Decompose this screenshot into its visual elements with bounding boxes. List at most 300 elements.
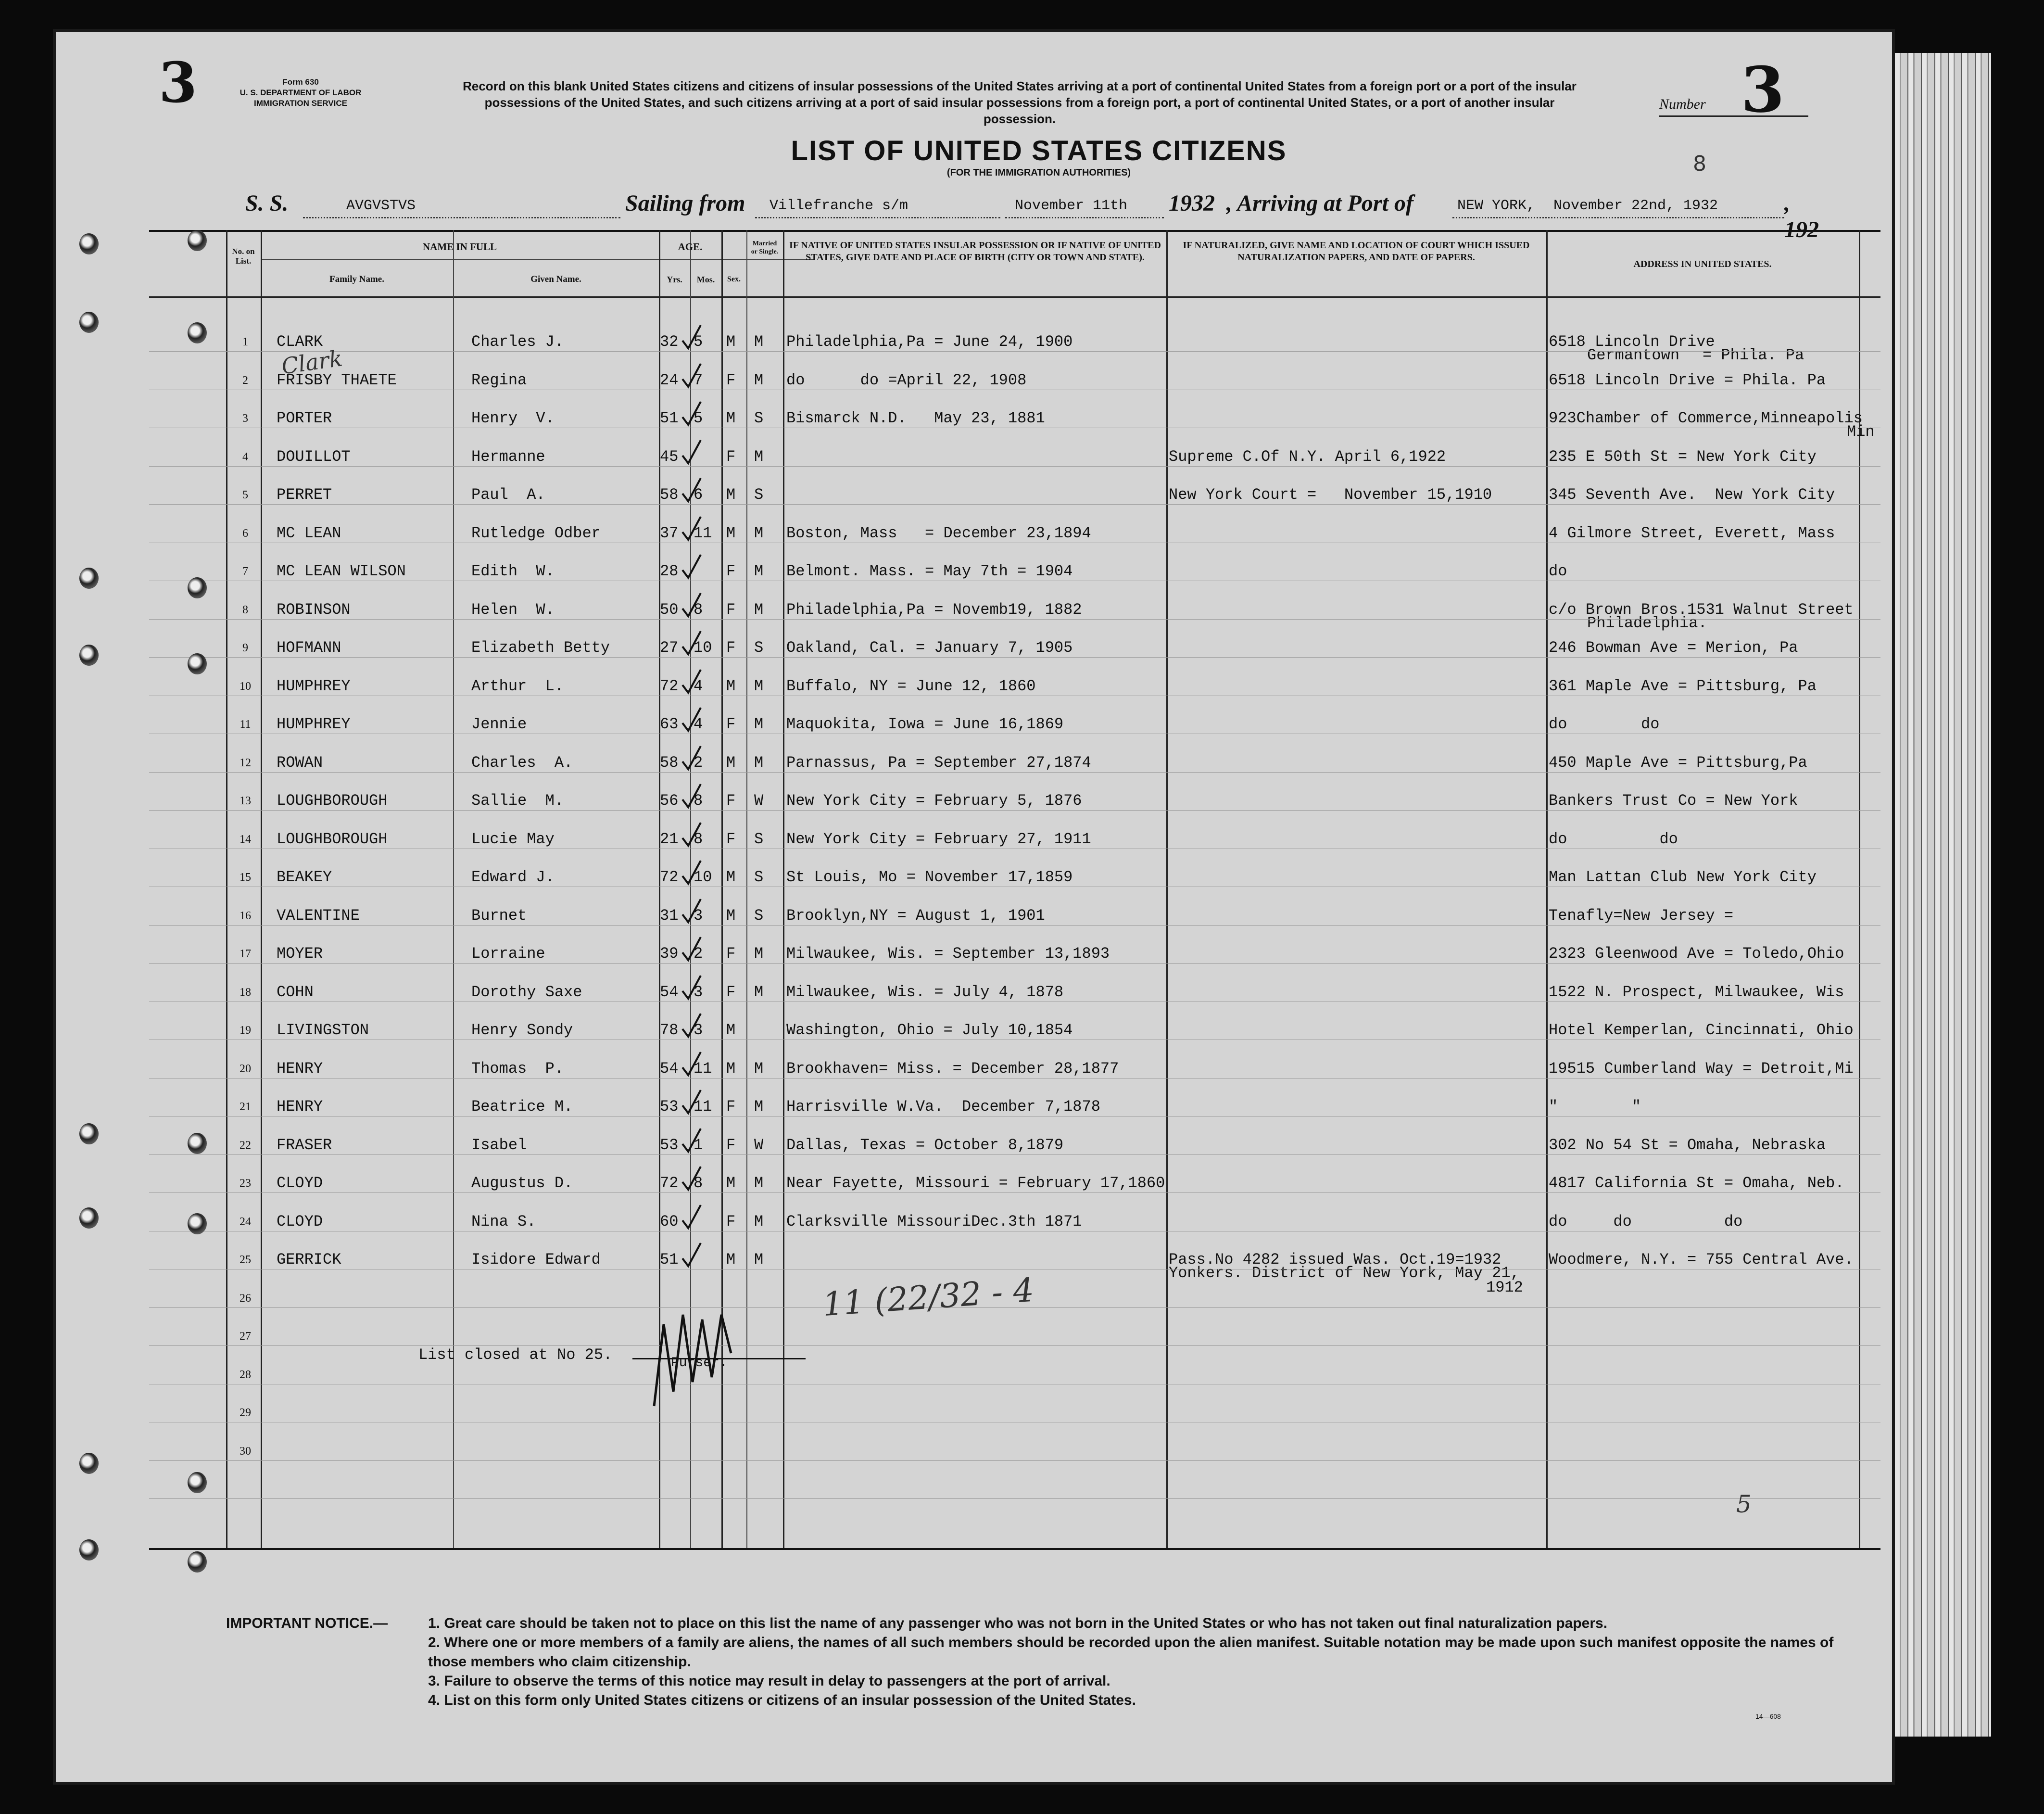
row-number: 1	[242, 336, 248, 348]
table-top-rule	[149, 230, 1880, 232]
header-yrs: Yrs.	[667, 275, 682, 284]
cell-addr: " "	[1549, 1098, 1641, 1116]
department-name: U. S. DEPARTMENT OF LABOR	[240, 88, 362, 97]
row-number: 20	[240, 1062, 251, 1075]
arriving-label: , Arriving at Port of	[1226, 190, 1413, 216]
row-number: 5	[242, 489, 248, 501]
cell-yrs: 28	[660, 562, 679, 580]
cell-ms: M	[754, 447, 764, 466]
form-number: Form 630	[282, 77, 319, 87]
cell-given: Hermanne	[471, 447, 545, 466]
cell-yrs: 21	[660, 830, 679, 848]
cell-birth: Parnassus, Pa = September 27,1874	[786, 753, 1091, 772]
cell-sex: M	[726, 333, 736, 351]
cell-sex: F	[726, 1136, 736, 1154]
table-bottom-rule	[149, 1548, 1880, 1550]
cell-addr: 235 E 50th St = New York City	[1549, 447, 1817, 466]
cell-ms: W	[754, 792, 764, 810]
cell-yrs: 53	[660, 1136, 679, 1154]
row-rule	[149, 504, 1880, 505]
cell-birth: New York City = February 5, 1876	[786, 792, 1082, 810]
row-rule	[149, 1460, 1880, 1461]
cell-addr: do do	[1549, 830, 1678, 848]
cell-mos: 2	[694, 753, 703, 772]
cell-mos: 11	[694, 524, 712, 542]
cell-ms: S	[754, 868, 764, 886]
cell-yrs: 51	[660, 1251, 679, 1269]
row-number: 12	[240, 756, 251, 769]
cell-birth: Harrisville W.Va. December 7,1878	[786, 1098, 1100, 1116]
cell-sex: F	[726, 1212, 736, 1230]
cell-yrs: 58	[660, 753, 679, 772]
check-mark	[681, 896, 703, 925]
row-rule	[149, 963, 1880, 964]
cell-given: Edward J.	[471, 868, 555, 886]
cell-given: Arthur L.	[471, 677, 564, 695]
cell-birth: Philadelphia,Pa = June 24, 1900	[786, 333, 1073, 351]
cell-ms: M	[754, 562, 764, 580]
cell-mos: 6	[694, 486, 703, 504]
cell-birth: Buffalo, NY = June 12, 1860	[786, 677, 1036, 695]
cell-family: MC LEAN	[277, 524, 341, 542]
cell-family: CLOYD	[277, 1174, 323, 1192]
cell-given: Elizabeth Betty	[471, 639, 610, 657]
check-mark	[681, 361, 703, 390]
cell-addr: 246 Bowman Ave = Merion, Pa	[1549, 639, 1798, 657]
cell-birth: Dallas, Texas = October 8,1879	[786, 1136, 1064, 1154]
cell-addr: 4817 California St = Omaha, Neb.	[1549, 1174, 1844, 1192]
sailing-year: 1932	[1169, 190, 1215, 216]
cell-birth: Clarksville MissouriDec.3th 1871	[786, 1212, 1082, 1230]
cell-given: Thomas P.	[471, 1059, 564, 1078]
cell-addr: Man Lattan Club New York City	[1549, 868, 1817, 886]
cell-birth: Brooklyn,NY = August 1, 1901	[786, 906, 1045, 925]
ship-name-rule	[303, 217, 620, 218]
cell-nat3: 1912	[1486, 1279, 1523, 1296]
notice-item: 2. Where one or more members of a family are aliens, the names of all such members should be recorded upon the alien manifest. Suitable notation may be made upon such manifest opposite the names of those members who claim citizenship.	[428, 1635, 1834, 1670]
punch-hole	[188, 1213, 207, 1234]
punch-hole	[188, 1472, 207, 1493]
cell-birth: New York City = February 27, 1911	[786, 830, 1091, 848]
row-number: 4	[242, 450, 248, 463]
cell-yrs: 32	[660, 333, 679, 351]
cell-yrs: 31	[660, 906, 679, 925]
header-address: ADDRESS IN UNITED STATES.	[1633, 259, 1772, 269]
cell-mos: 8	[694, 792, 703, 810]
cell-given: Isidore Edward	[471, 1251, 601, 1269]
sailing-date: November 11th	[1015, 198, 1128, 214]
check-mark	[681, 628, 703, 657]
year-suffix: , 192	[1784, 190, 1819, 242]
cell-ms: M	[754, 371, 764, 389]
cell-yrs: 72	[660, 1174, 679, 1192]
handwritten-five: 5	[1736, 1490, 1752, 1518]
cell-family: MOYER	[277, 945, 323, 963]
cell-yrs: 60	[660, 1212, 679, 1230]
header-age: AGE.	[678, 241, 703, 253]
row-number: 19	[240, 1024, 251, 1037]
cell-yrs: 45	[660, 447, 679, 466]
cell-yrs: 24	[660, 371, 679, 389]
cell-given: Charles J.	[471, 333, 564, 351]
cell-mos: 2	[694, 945, 703, 963]
cell-given: Paul A.	[471, 486, 545, 504]
cell-family: HUMPHREY	[277, 715, 351, 733]
row-number: 28	[240, 1368, 251, 1381]
header-name-in-full: NAME IN FULL	[422, 241, 497, 253]
row-number: 2	[242, 374, 248, 387]
cell-yrs: 54	[660, 1059, 679, 1078]
punch-hole	[79, 1453, 99, 1474]
cell-sex: F	[726, 447, 736, 466]
cell-addr: 450 Maple Ave = Pittsburg,Pa	[1549, 753, 1807, 772]
cell-sex: M	[726, 1251, 736, 1269]
cell-addr: 302 No 54 St = Omaha, Nebraska	[1549, 1136, 1826, 1154]
cell-mos: 10	[694, 639, 712, 657]
cell-addr: 6518 Lincoln Drive	[1549, 333, 1715, 351]
cell-given: Rutledge Odber	[471, 524, 601, 542]
cell-addr: do	[1549, 562, 1567, 580]
row-number: 18	[240, 986, 251, 999]
row-rule	[149, 1192, 1880, 1193]
cell-addr: do do do	[1549, 1212, 1743, 1230]
cell-mos: 3	[694, 906, 703, 925]
row-rule	[149, 619, 1880, 620]
sailing-port: Villefranche s/m	[770, 198, 908, 214]
cell-family: DOUILLOT	[277, 447, 351, 466]
cell-ms: M	[754, 1251, 764, 1269]
cell-birth: Boston, Mass = December 23,1894	[786, 524, 1091, 542]
age-header-rule	[659, 259, 746, 260]
cell-sex: F	[726, 371, 736, 389]
cell-ms: M	[754, 524, 764, 542]
cell-ms: M	[754, 753, 764, 772]
cell-mos: 8	[694, 600, 703, 619]
cell-yrs: 58	[660, 486, 679, 504]
row-number: 17	[240, 948, 251, 960]
cell-family: GERRICK	[277, 1251, 341, 1269]
cell-family: LIVINGSTON	[277, 1021, 369, 1039]
check-mark	[681, 1126, 703, 1154]
cell-addr: 1522 N. Prospect, Milwaukee, Wis	[1549, 983, 1844, 1001]
cell-given: Lucie May	[471, 830, 555, 848]
check-mark	[681, 1049, 703, 1078]
cell-addr2: Germantown	[1587, 346, 1680, 364]
row-number: 3	[242, 412, 248, 425]
cell-ms: S	[754, 409, 764, 427]
header-naturalized: IF NATURALIZED, GIVE NAME AND LOCATION OF COURT WHICH ISSUED NATURALIZATION PAPERS, AND DATE OF PAPERS.	[1183, 240, 1530, 263]
cell-mos: 5	[694, 409, 703, 427]
row-number: 23	[240, 1177, 251, 1190]
check-mark	[681, 1164, 703, 1192]
row-number: 10	[240, 680, 251, 693]
row-rule	[149, 351, 1880, 352]
cell-given: Edith W.	[471, 562, 555, 580]
check-mark	[681, 437, 703, 466]
cell-sex: F	[726, 715, 736, 733]
notice-heading: IMPORTANT NOTICE.—	[226, 1615, 388, 1631]
row-rule	[149, 772, 1880, 773]
cell-yrs: 72	[660, 868, 679, 886]
cell-sex: M	[726, 1021, 736, 1039]
cell-sex: F	[726, 600, 736, 619]
cell-family: CLARK	[277, 333, 323, 351]
cell-family: VALENTINE	[277, 906, 360, 925]
cell-sex: M	[726, 1059, 736, 1078]
cell-mos: 8	[694, 1174, 703, 1192]
cell-ms: M	[754, 600, 764, 619]
cell-sex: M	[726, 753, 736, 772]
row-number: 15	[240, 871, 251, 884]
cell-given: Lorraine	[471, 945, 545, 963]
cell-sex: M	[726, 409, 736, 427]
check-mark	[681, 705, 703, 734]
punch-hole	[79, 1207, 99, 1229]
cell-sex: M	[726, 906, 736, 925]
check-mark	[681, 590, 703, 619]
header-married-single: Married or Single.	[751, 240, 779, 255]
notice-item: 4. List on this form only United States citizens or citizens of an insular possession of the United States.	[428, 1692, 1136, 1708]
header-bottom-rule	[149, 296, 1880, 298]
cell-yrs: 78	[660, 1021, 679, 1039]
cell-yrs: 72	[660, 677, 679, 695]
row-rule	[149, 1498, 1880, 1499]
handwritten-clark: Clark	[279, 345, 344, 380]
check-mark	[681, 934, 703, 963]
cell-ms: W	[754, 1136, 764, 1154]
cell-given: Nina S.	[471, 1212, 536, 1230]
cell-birth: Philadelphia,Pa = Novemb19, 1882	[786, 600, 1082, 619]
cell-mos: 10	[694, 868, 712, 886]
cell-ms: M	[754, 1212, 764, 1230]
cell-ms: M	[754, 945, 764, 963]
cell-given: Henry V.	[471, 409, 555, 427]
cell-yrs: 63	[660, 715, 679, 733]
cell-mos: 1	[694, 1136, 703, 1154]
cell-birth: Near Fayette, Missouri = February 17,1860	[786, 1174, 1165, 1192]
row-rule	[149, 1154, 1880, 1155]
number-label: Number	[1659, 96, 1706, 112]
cell-ms: S	[754, 486, 764, 504]
cell-given: Jennie	[471, 715, 527, 733]
arrival-port: NEW YORK,	[1457, 198, 1536, 214]
row-number: 24	[240, 1215, 251, 1228]
cell-sex: M	[726, 1174, 736, 1192]
cell-sex: F	[726, 983, 736, 1001]
punch-hole	[79, 312, 99, 333]
punch-hole	[188, 1551, 207, 1573]
cell-addr: 923Chamber of Commerce,Minneapolis	[1549, 409, 1863, 427]
cell-addr: 345 Seventh Ave. New York City	[1549, 486, 1835, 504]
page-edge-stack	[1895, 53, 1991, 1737]
cell-given: Regina	[471, 371, 527, 389]
punch-hole	[79, 1123, 99, 1144]
cell-addr3: = Phila. Pa	[1703, 346, 1804, 364]
cell-birth: Bismarck N.D. May 23, 1881	[786, 409, 1045, 427]
cell-birth: Oakland, Cal. = January 7, 1905	[786, 639, 1073, 657]
list-closed-text: List closed at No 25.	[418, 1346, 613, 1364]
header-given-name: Given Name.	[530, 274, 581, 284]
row-number: 30	[240, 1445, 251, 1458]
cell-ms: M	[754, 1098, 764, 1116]
cell-mos: 11	[694, 1059, 712, 1078]
row-rule	[149, 810, 1880, 811]
row-number: 16	[240, 909, 251, 922]
punch-hole	[188, 230, 207, 251]
cell-nat: Pass.No 4282 issued Was. Oct.19=1932	[1169, 1251, 1501, 1269]
check-mark	[681, 743, 703, 772]
cell-ms: S	[754, 639, 764, 657]
cell-addr: Woodmere, N.Y. = 755 Central Ave.	[1549, 1251, 1854, 1269]
cell-addr: c/o Brown Bros.1531 Walnut Street	[1549, 600, 1854, 619]
ship-details	[245, 190, 1823, 242]
notice-item: 3. Failure to observe the terms of this notice may result in delay to passengers at the port of arrival.	[428, 1673, 1110, 1689]
cell-addr: 2323 Gleenwood Ave = Toledo,Ohio	[1549, 945, 1844, 963]
row-number: 21	[240, 1101, 251, 1113]
form-info	[226, 77, 375, 109]
cell-sex: M	[726, 486, 736, 504]
page-subtitle: (FOR THE IMMIGRATION AUTHORITIES)	[946, 167, 1131, 178]
row-number: 6	[242, 527, 248, 540]
check-mark	[681, 552, 703, 581]
punch-hole	[188, 1133, 207, 1154]
cell-given: Burnet	[471, 906, 527, 925]
header-no-on-list: No. on List.	[232, 247, 255, 266]
cell-family: ROBINSON	[277, 600, 351, 619]
sailing-port-rule	[755, 217, 1000, 218]
cell-birth: Brookhaven= Miss. = December 28,1877	[786, 1059, 1119, 1078]
cell-nat: New York Court = November 15,1910	[1169, 486, 1492, 504]
cell-mos: 3	[694, 983, 703, 1001]
cell-addr: 19515 Cumberland Way = Detroit,Mi	[1549, 1059, 1854, 1078]
arrival-rule	[1452, 217, 1784, 218]
cell-yrs: 39	[660, 945, 679, 963]
purser-label: Purser.	[671, 1356, 728, 1370]
cell-birth: Washington, Ohio = July 10,1854	[786, 1021, 1073, 1039]
cell-family: HOFMANN	[277, 639, 341, 657]
cell-mos: 3	[694, 1021, 703, 1039]
cell-ms: M	[754, 1174, 764, 1192]
cell-family: ROWAN	[277, 753, 323, 772]
cell-given: Charles A.	[471, 753, 573, 772]
cell-sex: F	[726, 792, 736, 810]
cell-given: Helen W.	[471, 600, 555, 619]
cell-family: COHN	[277, 983, 314, 1001]
handwritten-am-note: 11 (22/32 - 4	[821, 1271, 1035, 1324]
punch-hole	[79, 233, 99, 254]
row-number: 7	[242, 565, 248, 578]
check-mark	[681, 858, 703, 887]
cell-ms: M	[754, 715, 764, 733]
number-line	[1659, 115, 1808, 117]
row-number: 25	[240, 1254, 251, 1266]
check-mark	[681, 1087, 703, 1116]
cell-family: BEAKEY	[277, 868, 332, 886]
cell-addr2: Philadelphia.	[1587, 614, 1707, 632]
cell-yrs: 50	[660, 600, 679, 619]
cell-mos: 4	[694, 715, 703, 733]
punch-hole	[188, 577, 207, 598]
row-number: 8	[242, 603, 248, 616]
cell-sex: F	[726, 830, 736, 848]
form-code: 14—608	[1755, 1713, 1781, 1720]
cell-birth: Milwaukee, Wis. = September 13,1893	[786, 945, 1110, 963]
cell-family: HENRY	[277, 1098, 323, 1116]
row-rule	[149, 657, 1880, 658]
sailing-date-rule	[1005, 217, 1164, 218]
check-mark	[681, 973, 703, 1002]
cell-family: HENRY	[277, 1059, 323, 1078]
check-mark	[681, 1202, 703, 1231]
cell-family: PORTER	[277, 409, 332, 427]
cell-sex: M	[726, 677, 736, 695]
cell-given: Beatrice M.	[471, 1098, 573, 1116]
ship-name: AVGVSTVS	[346, 198, 416, 214]
header-sex: Sex.	[727, 275, 741, 283]
cell-ms: S	[754, 830, 764, 848]
cell-birth: Belmont. Mass. = May 7th = 1904	[786, 562, 1073, 580]
cell-birth: Maquokita, Iowa = June 16,1869	[786, 715, 1064, 733]
row-rule	[149, 466, 1880, 467]
cell-nat: Supreme C.Of N.Y. April 6,1922	[1169, 447, 1446, 466]
cell-ms: M	[754, 983, 764, 1001]
check-mark	[681, 475, 703, 504]
row-rule	[149, 925, 1880, 926]
cell-sex: M	[726, 524, 736, 542]
cell-sex: M	[726, 868, 736, 886]
cell-sex: F	[726, 945, 736, 963]
punch-hole	[79, 568, 99, 589]
cell-given: Henry Sondy	[471, 1021, 573, 1039]
cell-family: PERRET	[277, 486, 332, 504]
cell-mos: 11	[694, 1098, 712, 1116]
cell-yrs: 53	[660, 1098, 679, 1116]
ss-label: S. S.	[245, 190, 289, 216]
cell-family: MC LEAN WILSON	[277, 562, 406, 580]
check-mark	[681, 1240, 703, 1269]
cell-given: Isabel	[471, 1136, 527, 1154]
cell-family: FRISBY THAETE	[277, 371, 397, 389]
row-rule	[149, 1345, 1880, 1346]
cell-mos: 4	[694, 677, 703, 695]
arrival-date: November 22nd, 1932	[1553, 198, 1718, 214]
cell-sex: F	[726, 639, 736, 657]
cell-ms: M	[754, 1059, 764, 1078]
cell-addr: Tenafly=New Jersey =	[1549, 906, 1734, 925]
page-title: LIST OF UNITED STATES CITIZENS	[791, 135, 1287, 166]
cell-addr: Hotel Kemperlan, Cincinnati, Ohio	[1549, 1021, 1854, 1039]
cell-addr: 4 Gilmore Street, Everett, Mass	[1549, 524, 1835, 542]
cell-addr: 6518 Lincoln Drive = Phila. Pa	[1549, 371, 1826, 389]
cell-family: CLOYD	[277, 1212, 323, 1230]
number-value: 3	[1741, 53, 1785, 127]
row-number: 9	[242, 642, 248, 654]
header-mos: Mos.	[696, 275, 715, 284]
cell-addr: 361 Maple Ave = Pittsburg, Pa	[1549, 677, 1817, 695]
cell-ms: M	[754, 333, 764, 351]
row-number: 27	[240, 1330, 251, 1343]
punch-hole	[79, 1539, 99, 1560]
row-number: 29	[240, 1407, 251, 1419]
cell-addr: do do	[1549, 715, 1660, 733]
cell-nat2: Yonkers. District of New York, May 21,	[1169, 1264, 1520, 1282]
cell-family: HUMPHREY	[277, 677, 351, 695]
row-number: 26	[240, 1292, 251, 1305]
cell-given: Augustus D.	[471, 1174, 573, 1192]
handwritten-page-number: 8	[1693, 152, 1706, 176]
row-number: 14	[240, 833, 251, 846]
cell-mos: 7	[694, 371, 703, 389]
